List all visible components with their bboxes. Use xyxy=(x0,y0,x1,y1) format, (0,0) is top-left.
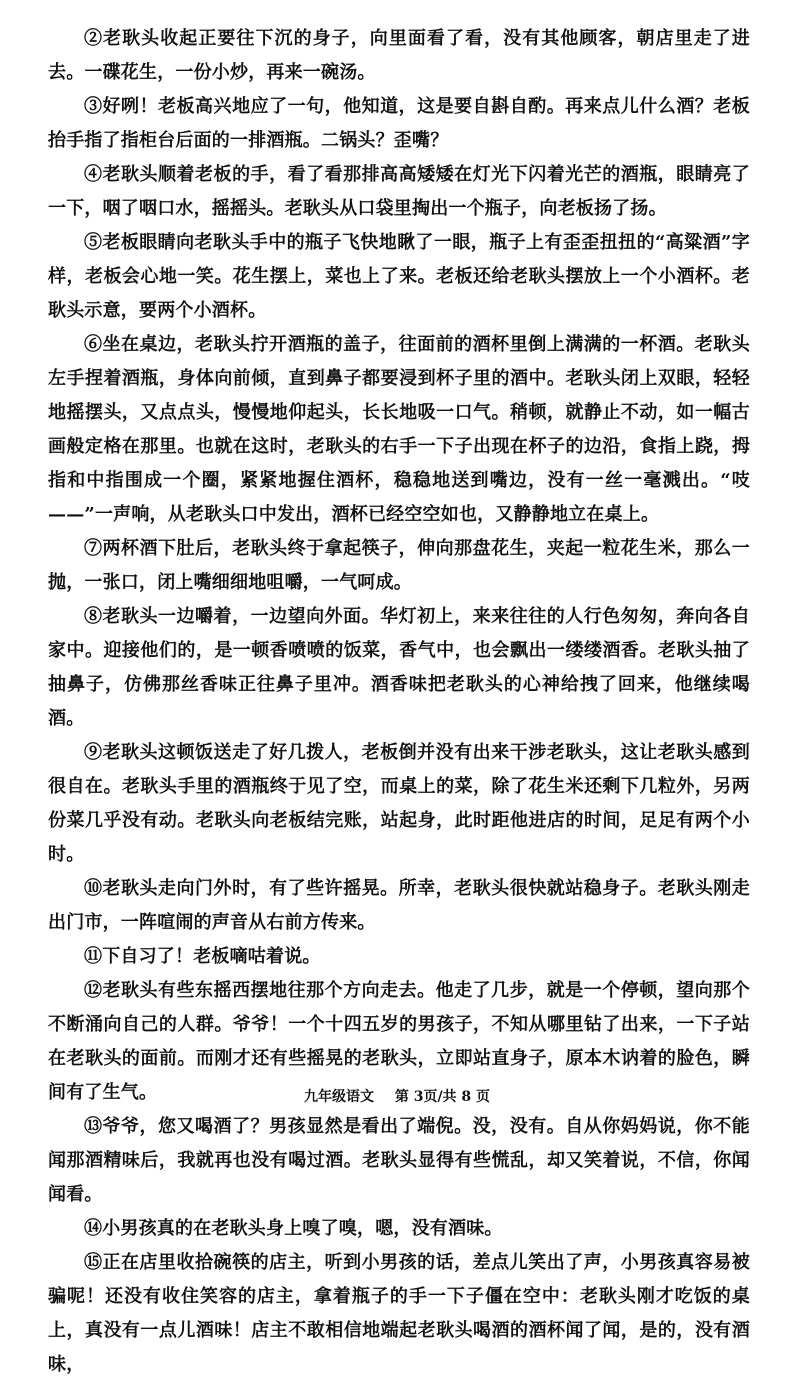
paragraph-11: ⑪下自习了！老板嘀咕着说。 xyxy=(84,946,321,967)
article-body xyxy=(48,22,750,1382)
paragraph-8: ⑧老耿头一边嚼着，一边望向外面。华灯初上，来来往往的人行色匆匆，奔向各自家中。迎接他们的，是一顿香喷喷的饭菜，香气中，也会飘出一缕缕酒香。老耿头抽了抽鼻子，仿佛那丝香味正往鼻子里冲。酒香味把老耿头的心神给拽了回来，他继续喝酒。 xyxy=(48,606,750,729)
paragraph-15: ⑮正在店里收拾碗筷的店主，听到小男孩的话，差点儿笑出了声，小男孩真容易被骗呢！还没有收住笑容的店主，拿着瓶子的手一下子僵在空中：老耿头刚才吃饭的桌上，真没有一点儿酒味！店主不敢相信地端起老耿头喝酒的酒杯闻了闻，是的，没有酒味， xyxy=(48,1252,750,1375)
footer-page-number: 第 3页/共 8 页 xyxy=(394,1089,491,1105)
paragraph-10: ⑩老耿头走向门外时，有了些许摇晃。所幸，老耿头很快就站稳身子。老耿头刚走出门市，一阵喧闹的声音从右前方传来。 xyxy=(48,878,750,933)
paragraph-6: ⑥坐在桌边，老耿头拧开酒瓶的盖子，往面前的酒杯里倒上满满的一杯酒。老耿头左手捏着酒瓶，身体向前倾，直到鼻子都要浸到杯子里的酒中。老耿头闭上双眼，轻轻地摇摆头，又点点头，慢慢地仰起头，长长地吸一口气。稍顿，就静止不动，如一幅古画般定格在那里。也就在这时，老耿头的右手一下子出现在杯子的边沿，食指上跷，拇指和中指围成一个圈，紧紧地握住酒杯，稳稳地送到嘴边，没有一丝一毫溅出。“吱——”一声响，从老耿头口中发出，酒杯已经空空如也，又静静地立在桌上。 xyxy=(48,334,750,525)
paragraph-9: ⑨老耿头这顿饭送走了好几拨人，老板倒并没有出来干涉老耿头，这让老耿头感到很自在。老耿头手里的酒瓶终于见了空，而桌上的菜，除了花生米还剩下几粒外，另两份菜几乎没有动。老耿头向老板结完账，站起身，此时距他进店的时间，足足有两个小时。 xyxy=(48,742,750,865)
paragraph-7: ⑦两杯酒下肚后，老耿头终于拿起筷子，伸向那盘花生，夹起一粒花生米，那么一抛，一张口，闭上嘴细细地咀嚼，一气呵成。 xyxy=(48,538,750,593)
paragraph-5: ⑤老板眼睛向老耿头手中的瓶子飞快地瞅了一眼，瓶子上有歪歪扭扭的“高粱酒”字样，老板会心地一笑。花生摆上，菜也上了来。老板还给老耿头摆放上一个小酒杯。老耿头示意，要两个小酒杯。 xyxy=(48,232,750,321)
footer-subject: 九年级语文 xyxy=(303,1089,374,1105)
paragraph-2: ②老耿头收起正要往下沉的身子，向里面看了看，没有其他顾客，朝店里走了进去。一碟花生，一份小炒，再来一碗汤。 xyxy=(48,28,750,83)
paragraph-4: ④老耿头顺着老板的手，看了看那排高高矮矮在灯光下闪着光芒的酒瓶，眼睛亮了一下，咽了咽口水，摇摇头。老耿头从口袋里掏出一个瓶子，向老板扬了扬。 xyxy=(48,164,750,219)
page-footer xyxy=(0,1086,794,1106)
paragraph-14: ⑭小男孩真的在老耿头身上嗅了嗅，嗯，没有酒味。 xyxy=(84,1218,503,1239)
paragraph-3: ③好咧！老板高兴地应了一句，他知道，这是要自斟自酌。再来点儿什么酒？老板抬手指了指柜台后面的一排酒瓶。二锅头？歪嘴？ xyxy=(48,96,750,151)
paragraph-12: ⑫老耿头有些东摇西摆地往那个方向走去。他走了几步，就是一个停顿，望向那个不断涌向自己的人群。爷爷！一个十四五岁的男孩子，不知从哪里钻了出来，一下子站在老耿头的面前。而刚才还有些摇晃的老耿头，立即站直身子，原本木讷着的脸色，瞬间有了生气。 xyxy=(48,980,750,1103)
paragraph-13: ⑬爷爷，您又喝酒了？男孩显然是看出了端倪。没，没有。自从你妈妈说，你不能闻那酒精味后，我就再也没有喝过酒。老耿头显得有些慌乱，却又笑着说，不信，你闻闻看。 xyxy=(48,1116,750,1205)
